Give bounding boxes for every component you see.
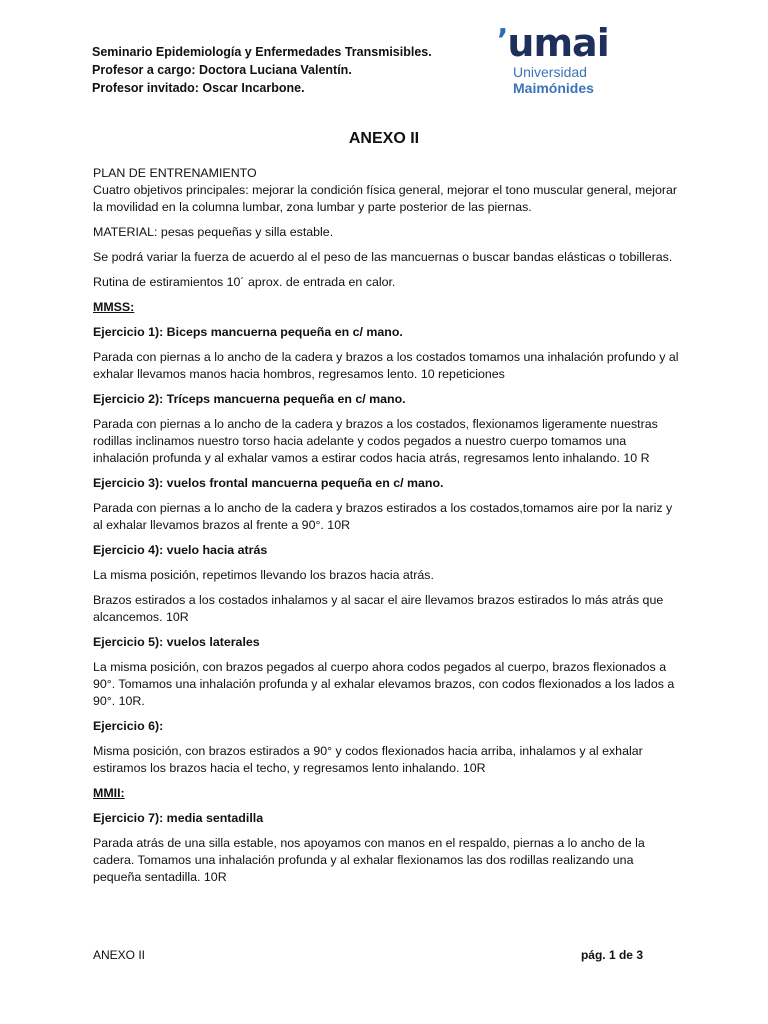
exercise-1-text: Parada con piernas a lo ancho de la cadera y brazos a los costados tomamos una inhalación profundo y al exhalar llevamos manos hacia hombros, regresamos lento. 10 repeticiones <box>93 350 679 381</box>
header-guest: Profesor invitado: Oscar Incarbone. <box>92 81 305 95</box>
plan-heading: PLAN DE ENTRENAMIENTO <box>93 166 257 180</box>
exercise-4-text-1: La misma posición, repetimos llevando los brazos hacia atrás. <box>93 568 434 582</box>
exercise-6-text: Misma posición, con brazos estirados a 90° y codos flexionados hacia arriba, inhalamos y al exhalar estiramos los brazos hacia el techo, y regresamos lento inhalando. 10R <box>93 744 643 775</box>
page-footer <box>93 948 643 962</box>
exercise-4-text-2: Brazos estirados a los costados inhalamos y al sacar el aire llevamos brazos estirados lo más atrás que alcancemos. 10R <box>93 593 664 624</box>
logo-wordmark <box>497 20 609 64</box>
logo-line-1: Universidad <box>513 64 587 80</box>
exercise-3-title: Ejercicio 3): vuelos frontal mancuerna pequeña en c/ mano. <box>93 476 444 490</box>
exercise-2-text: Parada con piernas a lo ancho de la cadera y brazos a los costados, flexionamos ligeramente nuestras rodillas inclinamos nuestro torso hacia adelante y codos pegados a nuestro cuerpo tomamos una inhalación profunda y al exhalar vamos a estirar codos hacia atrás, regresamos lento inhalando. 10 R <box>93 417 658 465</box>
logo-line-2: Maimónides <box>513 80 594 96</box>
logo-mark-text: umai <box>507 21 609 65</box>
document-body <box>93 165 683 894</box>
header-professor: Profesor a cargo: Doctora Luciana Valentín. <box>92 63 352 77</box>
section-mmii: MMII: <box>93 786 125 800</box>
page-title: ANEXO II <box>348 130 420 147</box>
logo-tick-icon: ’ <box>497 23 508 58</box>
material-paragraph: MATERIAL: pesas pequeñas y silla estable. <box>93 225 334 239</box>
exercise-5-title: Ejercicio 5): vuelos laterales <box>93 635 260 649</box>
variation-paragraph: Se podrá variar la fuerza de acuerdo al el peso de las mancuernas o buscar bandas elásticas o tobilleras. <box>93 250 673 264</box>
header-seminar: Seminario Epidemiología y Enfermedades Transmisibles. <box>92 45 432 59</box>
footer-label: ANEXO II <box>93 948 146 962</box>
exercise-7-title: Ejercicio 7): media sentadilla <box>93 811 264 825</box>
exercise-1-title: Ejercicio 1): Biceps mancuerna pequeña en c/ mano. <box>93 325 403 339</box>
page-number: pág. 1 de 3 <box>580 948 643 962</box>
exercise-7-text: Parada atrás de una silla estable, nos apoyamos con manos en el respaldo, piernas a lo ancho de la cadera. Tomamos una inhalación profunda y al exhalar flexionamos las dos rodillas realizando una pequeña sentadilla. 10R <box>93 836 645 884</box>
exercise-4-title: Ejercicio 4): vuelo hacia atrás <box>93 543 268 557</box>
section-mmss: MMSS: <box>93 300 135 314</box>
exercise-3-text: Parada con piernas a lo ancho de la cadera y brazos estirados a los costados,tomamos aire por la nariz y al exhalar llevamos brazos al frente a 90°. 10R <box>93 501 673 532</box>
header-block <box>92 43 432 97</box>
exercise-2-title: Ejercicio 2): Tríceps mancuerna pequeña en c/ mano. <box>93 392 406 406</box>
objectives-paragraph: Cuatro objetivos principales: mejorar la condición física general, mejorar el tono muscular general, mejorar la movilidad en la columna lumbar, zona lumbar y parte posterior de las piernas. <box>93 183 678 214</box>
warmup-paragraph: Rutina de estiramientos 10´ aprox. de entrada en calor. <box>93 275 396 289</box>
university-logo <box>497 20 617 100</box>
exercise-5-text: La misma posición, con brazos pegados al cuerpo ahora codos pegados al cuerpo, brazos flexionados a 90°. Tomamos una inhalación profunda y al exhalar elevamos brazos, con codos flexionados a los lados a 90°. 10R. <box>93 660 675 708</box>
exercise-6-title: Ejercicio 6): <box>93 719 164 733</box>
